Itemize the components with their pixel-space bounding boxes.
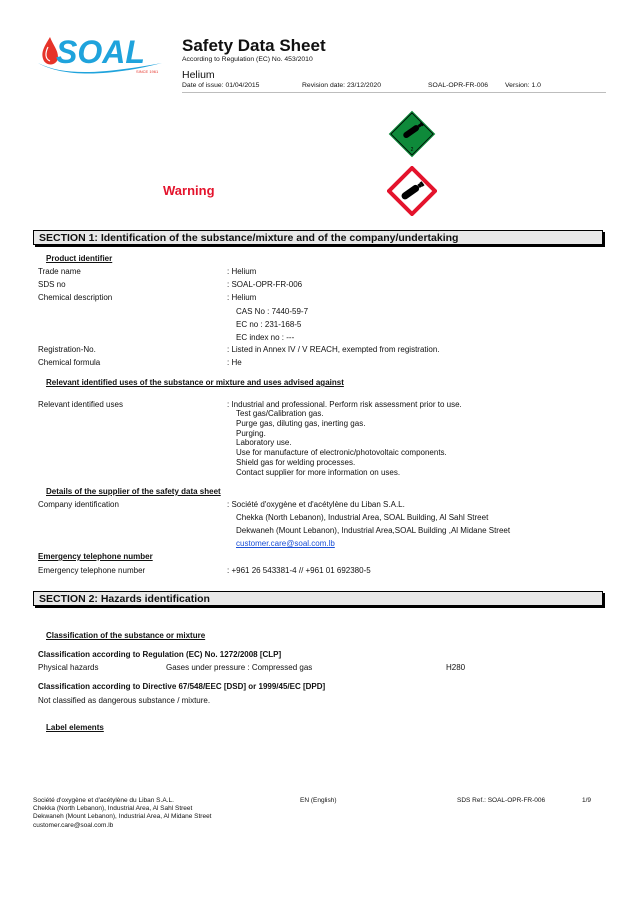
clp-heading: Classification according to Regulation (EC) No. 1272/2008 [CLP] xyxy=(38,650,282,659)
company-address-1: Chekka (North Lebanon), Industrial Area, SOAL Building, Al Sahl Street xyxy=(236,513,489,522)
product-identifier-heading: Product identifier xyxy=(46,254,113,263)
physical-hazards-label: Physical hazards xyxy=(38,663,99,672)
footer-email: customer.care@soal.com.lb xyxy=(33,821,114,829)
doc-version: Version: 1.0 xyxy=(505,82,541,89)
section-1-header xyxy=(33,230,603,245)
soal-logo-icon xyxy=(36,33,166,78)
company-logo xyxy=(36,33,166,78)
company-label: Company identification xyxy=(38,500,119,509)
company-email-link[interactable]: customer.care@soal.com.lb xyxy=(236,539,335,548)
issue-date: Date of issue: 01/04/2015 xyxy=(182,82,260,89)
company-address-2: Dekwaneh (Mount Lebanon), Industrial Area,SOAL Building ,Al Midane Street xyxy=(236,526,511,535)
label-elements-heading: Label elements xyxy=(46,723,104,732)
green-gas-diamond-icon xyxy=(387,109,437,159)
row-value: : SOAL-OPR-FR-006 xyxy=(227,280,303,289)
uses-label: Relevant identified uses xyxy=(38,400,123,409)
uses-list xyxy=(236,409,447,478)
svg-text:2: 2 xyxy=(410,147,414,153)
row-value: : Listed in Annex IV / V REACH, exempted from registration. xyxy=(227,345,440,354)
dsd-value: Not classified as dangerous substance / mixture. xyxy=(38,696,211,705)
footer-sds-ref: SDS Ref.: SOAL-OPR-FR-006 xyxy=(457,797,546,804)
classification-heading: Classification of the substance or mixture xyxy=(46,631,206,640)
page-number: 1/9 xyxy=(582,797,592,804)
product-name: Helium xyxy=(182,69,215,81)
svg-text:SOAL: SOAL xyxy=(56,34,145,70)
supplier-heading: Details of the supplier of the safety data sheet xyxy=(46,487,221,496)
row-value: : Helium xyxy=(227,293,257,302)
list-item: Purging. xyxy=(236,428,266,438)
emergency-heading: Emergency telephone number xyxy=(38,552,153,561)
doc-code: SOAL-OPR-FR-006 xyxy=(428,82,489,89)
ec-number: EC no : 231-168-5 xyxy=(236,320,302,329)
row-label: Chemical formula xyxy=(38,358,101,367)
footer-address xyxy=(33,797,212,830)
footer-address-1: Chekka (North Lebanon), Industrial Area, Al Sahl Street xyxy=(33,805,193,813)
cas-number: CAS No : 7440-59-7 xyxy=(236,307,309,316)
document-title: Safety Data Sheet xyxy=(182,36,326,55)
list-item: Use for manufacture of electronic/photovoltaic components. xyxy=(236,448,447,458)
row-value: : He xyxy=(227,358,242,367)
list-item: Contact supplier for more information on uses. xyxy=(236,467,401,477)
dsd-heading: Classification according to Directive 67/548/EEC [DSD] or 1999/45/EC [DPD] xyxy=(38,682,326,691)
company-name: : Société d'oxygène et d'acétylène du Liban S.A.L. xyxy=(227,500,405,509)
list-item: Test gas/Calibration gas. xyxy=(236,409,324,418)
hazard-code: H280 xyxy=(446,663,466,672)
row-label: SDS no xyxy=(38,280,66,289)
svg-text:SINCE 1961: SINCE 1961 xyxy=(136,69,159,74)
footer-company: Société d'oxygène et d'acétylène du Liban S.A.L. xyxy=(33,797,174,804)
physical-hazards-value: Gases under pressure : Compressed gas xyxy=(166,663,313,672)
ec-index-number: EC index no : --- xyxy=(236,333,295,342)
gas-cylinder-icon xyxy=(387,166,437,216)
header-divider xyxy=(182,92,606,93)
section-2-title: SECTION 2: Hazards identification xyxy=(39,593,210,605)
footer-address-2: Dekwaneh (Mount Lebanon), Industrial Area, Al Midane Street xyxy=(33,813,212,821)
row-value: : Helium xyxy=(227,267,257,276)
signal-word: Warning xyxy=(163,183,215,198)
uses-first-line: : Industrial and professional. Perform risk assessment prior to use. xyxy=(227,400,462,409)
row-label: Chemical description xyxy=(38,293,113,302)
footer-language: EN (English) xyxy=(300,797,337,804)
section-2-header xyxy=(33,591,603,606)
revision-date: Revision date: 23/12/2020 xyxy=(302,82,381,89)
list-item: Shield gas for welding processes. xyxy=(236,457,356,467)
section-1-title: SECTION 1: Identification of the substance/mixture and of the company/undertaking xyxy=(39,232,459,244)
emergency-phone: : +961 26 543381-4 // +961 01 692380-5 xyxy=(227,566,371,575)
emergency-label: Emergency telephone number xyxy=(38,566,146,575)
list-item: Purge gas, diluting gas, inerting gas. xyxy=(236,418,366,428)
row-label: Registration-No. xyxy=(38,345,96,354)
row-label: Trade name xyxy=(38,267,81,276)
list-item: Laboratory use. xyxy=(236,438,292,448)
regulation-subtitle: According to Regulation (EC) No. 453/2010 xyxy=(182,56,313,63)
uses-heading: Relevant identified uses of the substance or mixture and uses advised against xyxy=(46,378,344,387)
